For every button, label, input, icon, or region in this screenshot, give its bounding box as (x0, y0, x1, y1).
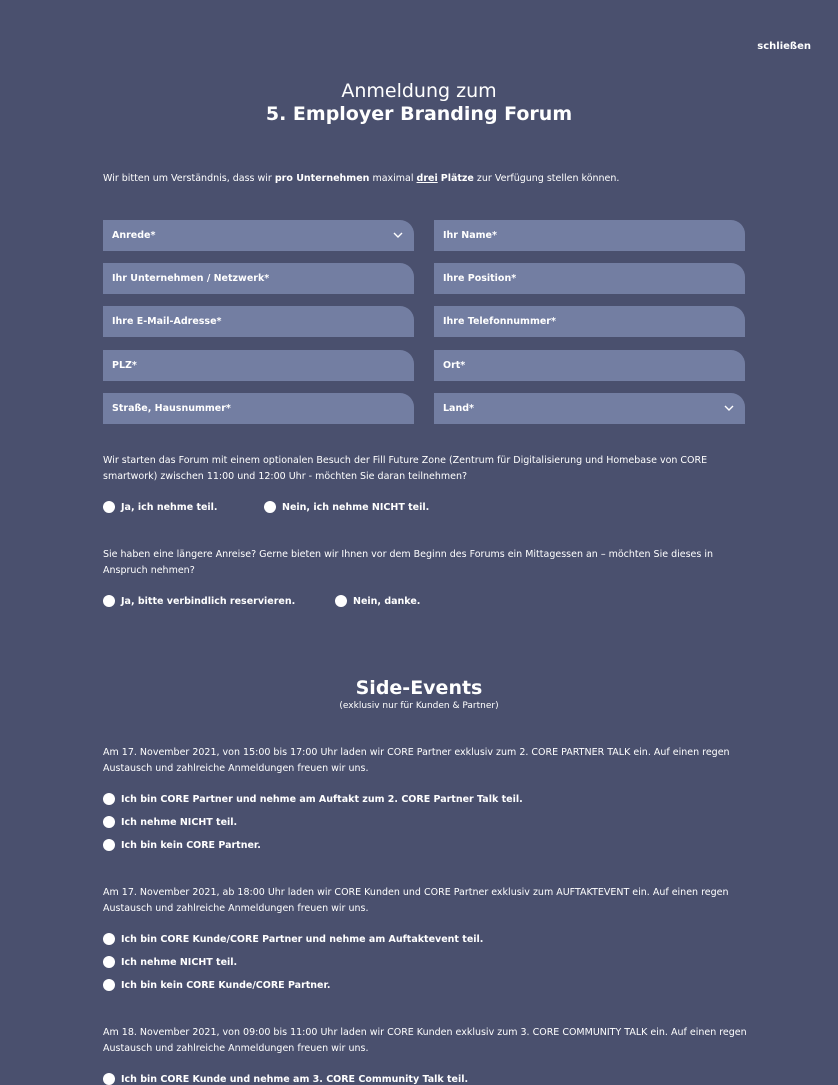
street-field[interactable] (103, 393, 414, 424)
future-zone-question: Wir starten das Forum mit einem optionalen Besuch der Fill Future Zone (Zentrum für Digitalisierung und Homebase von CORE smartwork) zwischen 11:00 und 12:00 Uhr - möchten Sie daran teilnehmen? (103, 455, 708, 482)
chevron-down-icon (392, 229, 404, 241)
close-link[interactable]: schließen (757, 41, 811, 52)
note-text-2: maximal (369, 173, 417, 184)
side-events-heading: Side-Events (355, 677, 483, 699)
event1-option3-label: Ich bin kein CORE Partner. (121, 839, 261, 851)
street-placeholder: Straße, Hausnummer* (112, 403, 231, 414)
event1-option2-radio[interactable] (103, 816, 237, 828)
country-select[interactable] (434, 393, 745, 424)
page-title-line1: Anmeldung zum (341, 80, 497, 102)
places-note (103, 172, 763, 185)
future-zone-no-radio[interactable] (264, 501, 429, 513)
page-title (0, 80, 838, 126)
country-label: Land* (443, 403, 474, 414)
radio-circle-icon (264, 501, 276, 513)
email-field[interactable] (103, 306, 414, 337)
radio-circle-icon (103, 839, 115, 851)
note-text-4: zur Verfügung stellen können. (473, 173, 620, 184)
event2-option2-radio[interactable] (103, 956, 237, 968)
event1-option3-radio[interactable] (103, 839, 261, 851)
event3-option1-label: Ich bin CORE Kunde und nehme am 3. CORE Community Talk teil. (121, 1073, 469, 1085)
position-placeholder: Ihre Position* (443, 273, 517, 284)
zip-field[interactable] (103, 350, 414, 381)
name-placeholder: Ihr Name* (443, 230, 497, 241)
page-title-line2: 5. Employer Branding Forum (265, 103, 573, 125)
chevron-down-icon (723, 402, 735, 414)
note-text-1: Wir bitten um Verständnis, dass wir (103, 173, 275, 184)
event1-description: Am 17. November 2021, von 15:00 bis 17:00 Uhr laden wir CORE Partner exklusiv zum 2. CORE PARTNER TALK ein. Auf einen regen Austausch und zahlreiche Anmeldungen freuen wir uns. (103, 747, 730, 774)
radio-circle-icon (103, 979, 115, 991)
future-zone-no-label: Nein, ich nehme NICHT teil. (282, 501, 430, 513)
event1-option2-label: Ich nehme NICHT teil. (121, 816, 238, 828)
radio-circle-icon (103, 501, 115, 513)
email-placeholder: Ihre E-Mail-Adresse* (112, 316, 222, 327)
phone-field[interactable] (434, 306, 745, 337)
company-placeholder: Ihr Unternehmen / Netzwerk* (112, 273, 270, 284)
city-field[interactable] (434, 350, 745, 381)
lunch-yes-radio[interactable] (103, 595, 295, 607)
lunch-yes-label: Ja, bitte verbindlich reservieren. (121, 595, 296, 607)
position-field[interactable] (434, 263, 745, 294)
event2-option1-label: Ich bin CORE Kunde/CORE Partner und nehme am Auftaktevent teil. (121, 933, 484, 945)
radio-circle-icon (103, 595, 115, 607)
radio-circle-icon (103, 956, 115, 968)
note-bold-three: drei (416, 173, 438, 184)
city-placeholder: Ort* (443, 360, 466, 371)
event2-option3-radio[interactable] (103, 979, 330, 991)
salutation-label: Anrede* (112, 230, 156, 241)
side-events-header (0, 677, 838, 712)
note-bold-company: pro Unternehmen (274, 173, 370, 184)
radio-circle-icon (335, 595, 347, 607)
event2-option3-label: Ich bin kein CORE Kunde/CORE Partner. (121, 979, 331, 991)
event3-option1-radio[interactable] (103, 1073, 468, 1085)
radio-circle-icon (103, 793, 115, 805)
event2-option2-label: Ich nehme NICHT teil. (121, 956, 238, 968)
name-field[interactable] (434, 220, 745, 251)
future-zone-yes-label: Ja, ich nehme teil. (121, 501, 218, 513)
side-events-subheading: (exklusiv nur für Kunden & Partner) (339, 701, 499, 711)
radio-circle-icon (103, 816, 115, 828)
radio-circle-icon (103, 1073, 115, 1085)
radio-circle-icon (103, 933, 115, 945)
company-field[interactable] (103, 263, 414, 294)
lunch-no-label: Nein, danke. (353, 595, 421, 607)
event1-option1-radio[interactable] (103, 793, 523, 805)
lunch-question: Sie haben eine längere Anreise? Gerne bieten wir Ihnen vor dem Beginn des Forums ein Mittagessen an – möchten Sie dieses in Anspruch nehmen? (103, 549, 714, 576)
salutation-select[interactable] (103, 220, 414, 251)
event2-option1-radio[interactable] (103, 933, 483, 945)
lunch-no-radio[interactable] (335, 595, 420, 607)
zip-placeholder: PLZ* (112, 360, 137, 371)
future-zone-yes-radio[interactable] (103, 501, 218, 513)
event3-description: Am 18. November 2021, von 09:00 bis 11:00 Uhr laden wir CORE Kunden exklusiv zum 3. CORE COMMUNITY TALK ein. Auf einen regen Austausch und zahlreiche Anmeldungen freuen wir uns. (103, 1027, 747, 1054)
note-bold-places: Plätze (440, 173, 474, 184)
event1-option1-label: Ich bin CORE Partner und nehme am Auftakt zum 2. CORE Partner Talk teil. (121, 793, 523, 805)
event2-description: Am 17. November 2021, ab 18:00 Uhr laden wir CORE Kunden und CORE Partner exklusiv zum AUFTAKTEVENT ein. Auf einen regen Austausch und zahlreiche Anmeldungen freuen wir uns. (103, 887, 729, 914)
phone-placeholder: Ihre Telefonnummer* (443, 316, 556, 327)
